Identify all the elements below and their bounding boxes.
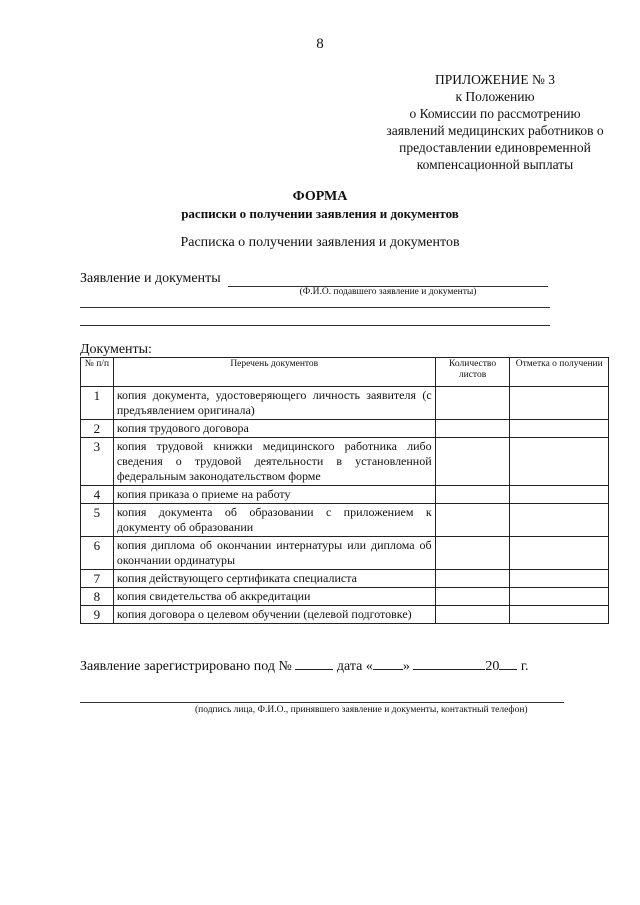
registration-date-label: дата «	[336, 659, 373, 674]
header-mark: Отметка о получении	[510, 358, 609, 387]
table-row	[81, 588, 609, 606]
row-mark-cell	[510, 486, 609, 504]
signature-caption: (подпись лица, Ф.И.О., принявшего заявление и документы, контактный телефон)	[195, 705, 528, 715]
row-name: копия трудовой книжки медицинского работника либо сведения о трудовой деятельности в установленной федеральным законодательством форме	[113, 438, 435, 486]
table-header-row	[81, 358, 609, 387]
statement-label: Заявление и документы	[80, 271, 221, 286]
row-name: копия документа, удостоверяющего личность заявителя (с предъявлением оригинала)	[113, 387, 435, 420]
row-name: копия приказа о приеме на работу	[113, 486, 435, 504]
registration-line	[80, 657, 529, 675]
row-count-cell	[435, 504, 510, 537]
appendix-line: о Комиссии по рассмотрению	[409, 106, 581, 121]
row-count-cell	[435, 537, 510, 570]
row-num: 6	[81, 537, 114, 570]
row-count-cell	[435, 588, 510, 606]
blank-line	[80, 307, 550, 308]
row-count-cell	[435, 387, 510, 420]
table-row	[81, 537, 609, 570]
header-count: Количество листов	[435, 358, 510, 387]
row-num: 1	[81, 387, 114, 420]
row-count-cell	[435, 486, 510, 504]
row-num: 9	[81, 606, 114, 624]
row-num: 5	[81, 504, 114, 537]
appendix-line: заявлений медицинских работников о	[386, 123, 604, 138]
row-count-cell	[435, 438, 510, 486]
row-count-cell	[435, 570, 510, 588]
documents-table	[80, 357, 609, 624]
registration-year-prefix: 20	[485, 659, 500, 674]
table-row	[81, 420, 609, 438]
fio-caption: (Ф.И.О. подавшего заявление и документы)	[299, 287, 477, 297]
receipt-title: Расписка о получении заявления и документов	[180, 235, 460, 250]
row-num: 8	[81, 588, 114, 606]
row-num: 3	[81, 438, 114, 486]
header-num: № п/п	[81, 358, 114, 387]
row-name: копия документа об образовании с приложением к документу об образовании	[113, 504, 435, 537]
row-mark-cell	[510, 387, 609, 420]
row-mark-cell	[510, 588, 609, 606]
registration-month-blank	[413, 657, 485, 670]
documents-label: Документы:	[80, 342, 152, 357]
row-mark-cell	[510, 420, 609, 438]
row-name: копия трудового договора	[113, 420, 435, 438]
registration-year-suffix: г.	[520, 659, 529, 674]
row-num: 4	[81, 486, 114, 504]
form-subtitle: расписки о получении заявления и документов	[181, 206, 459, 221]
row-mark-cell	[510, 606, 609, 624]
table-row	[81, 387, 609, 420]
row-mark-cell	[510, 537, 609, 570]
registration-day-blank	[373, 657, 403, 670]
registration-quote-close: »	[402, 659, 410, 674]
row-name: копия действующего сертификата специалиста	[113, 570, 435, 588]
registration-number-blank	[295, 657, 333, 670]
registration-prefix: Заявление зарегистрировано под №	[80, 659, 292, 674]
appendix-line: предоставлении единовременной	[399, 140, 591, 155]
row-count-cell	[435, 420, 510, 438]
page-number: 8	[316, 36, 324, 52]
table-row	[81, 504, 609, 537]
table-row	[81, 570, 609, 588]
registration-year-blank	[499, 657, 517, 670]
row-name: копия диплома об окончании интернатуры или диплома об окончании ординатуры	[113, 537, 435, 570]
appendix-line: к Положению	[455, 89, 535, 104]
row-mark-cell	[510, 570, 609, 588]
header-name: Перечень документов	[113, 358, 435, 387]
signature-line	[80, 702, 564, 703]
row-count-cell	[435, 606, 510, 624]
form-title: ФОРМА	[292, 189, 348, 204]
row-name: копия свидетельства об аккредитации	[113, 588, 435, 606]
row-mark-cell	[510, 438, 609, 486]
table-row	[81, 438, 609, 486]
appendix-line: ПРИЛОЖЕНИЕ № 3	[434, 72, 556, 87]
row-num: 7	[81, 570, 114, 588]
row-mark-cell	[510, 504, 609, 537]
blank-line	[80, 325, 550, 326]
row-num: 2	[81, 420, 114, 438]
table-row	[81, 486, 609, 504]
row-name: копия договора о целевом обучении (целевой подготовке)	[113, 606, 435, 624]
appendix-line: компенсационной выплаты	[416, 157, 574, 172]
table-row	[81, 606, 609, 624]
appendix-block	[360, 71, 630, 173]
